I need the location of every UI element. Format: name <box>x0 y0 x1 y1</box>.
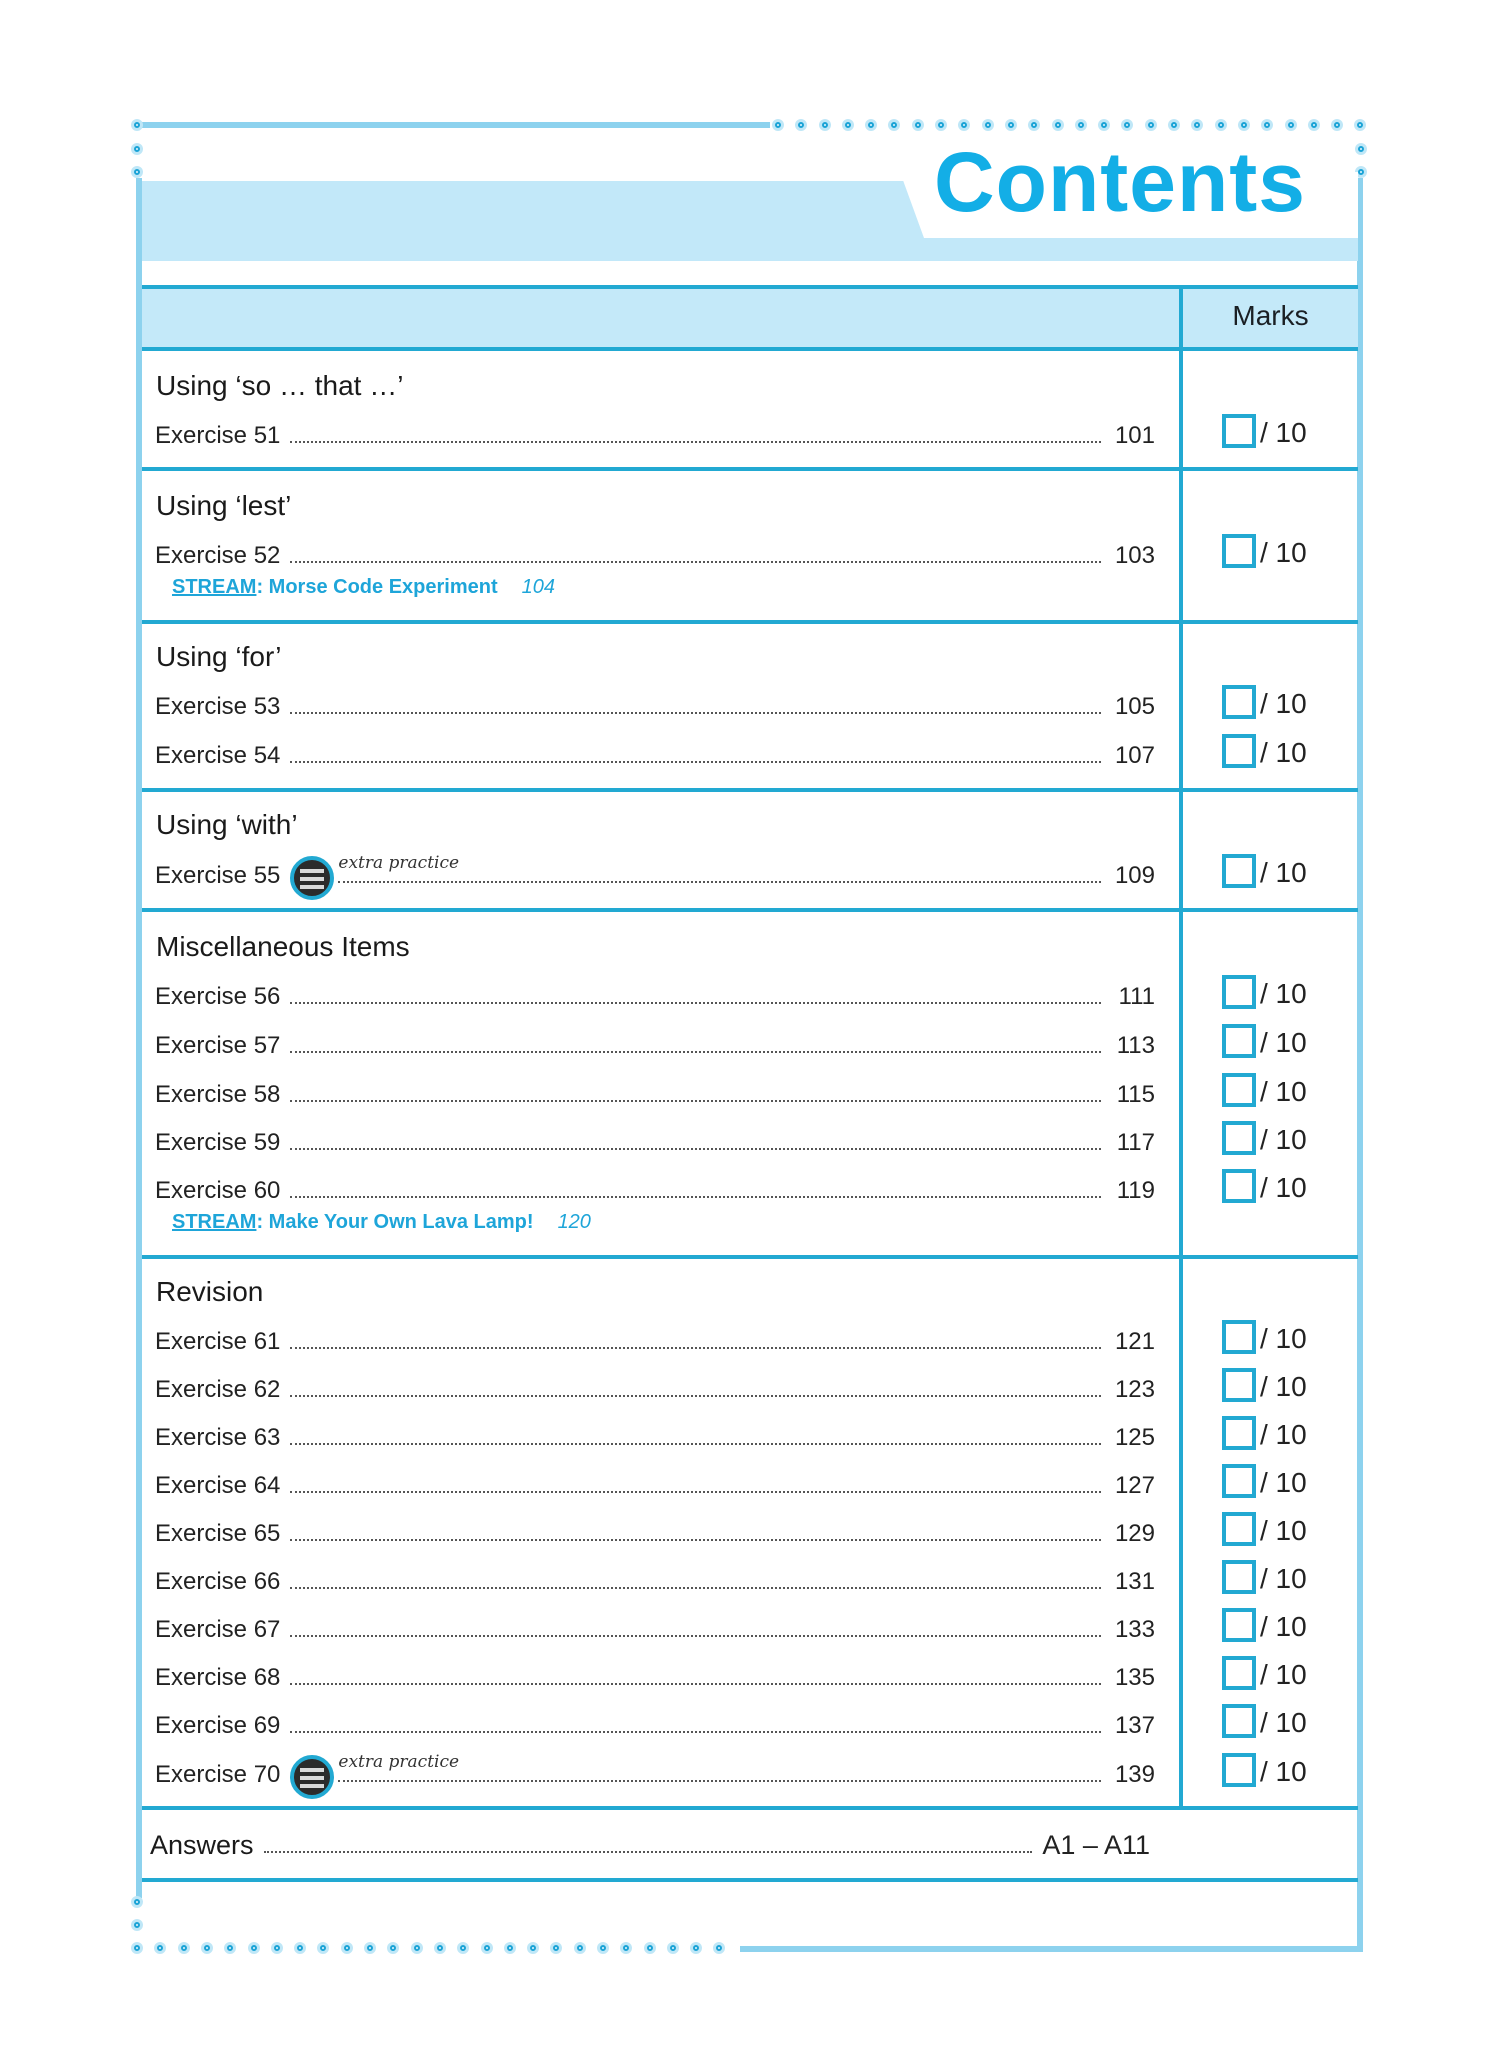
marks-entry <box>1222 412 1307 448</box>
border-dot <box>504 1942 516 1954</box>
marks-input-box[interactable] <box>1222 1024 1256 1058</box>
marks-input-box[interactable] <box>1222 854 1256 888</box>
bottom-border-line <box>740 1946 1363 1952</box>
border-dot <box>597 1942 609 1954</box>
stream-title: : Morse Code Experiment <box>256 576 498 598</box>
table-header <box>142 289 1358 349</box>
marks-input-box[interactable] <box>1222 685 1256 719</box>
border-dot <box>819 119 831 131</box>
exercise-row[interactable] <box>155 1752 1155 1789</box>
exercise-page: 121 <box>1114 1328 1155 1355</box>
border-dot <box>1238 119 1250 131</box>
marks-entry <box>1222 1606 1307 1642</box>
marks-input-box[interactable] <box>1222 734 1256 768</box>
marks-total: / 10 <box>1260 1076 1307 1107</box>
exercise-row[interactable] <box>155 979 1155 1011</box>
border-dot <box>294 1942 306 1954</box>
exercise-page: 113 <box>1116 1032 1155 1059</box>
dot-leader <box>290 1635 1101 1637</box>
exercise-page: 119 <box>1116 1177 1155 1204</box>
border-dot <box>131 119 143 131</box>
marks-column-divider <box>1179 285 1183 1810</box>
exercise-row[interactable] <box>155 853 1155 890</box>
marks-input-box[interactable] <box>1222 1368 1256 1402</box>
border-dot <box>1052 119 1064 131</box>
exercise-row[interactable] <box>155 1028 1155 1060</box>
marks-input-box[interactable] <box>1222 1121 1256 1155</box>
exercise-label: Exercise 53 <box>155 693 281 720</box>
border-dot <box>1028 119 1040 131</box>
extra-practice-icon <box>290 856 334 900</box>
exercise-row[interactable] <box>155 1420 1155 1452</box>
border-dot <box>131 1896 143 1908</box>
marks-entry <box>1222 732 1307 768</box>
border-dot <box>1121 119 1133 131</box>
marks-entry <box>1222 1751 1307 1787</box>
dot-leader <box>290 1196 1101 1198</box>
exercise-page: 135 <box>1114 1664 1155 1691</box>
border-dot <box>1098 119 1110 131</box>
border-dot <box>982 119 994 131</box>
exercise-page: 131 <box>1114 1568 1155 1595</box>
border-dot <box>1285 119 1297 131</box>
dot-leader <box>290 1443 1101 1445</box>
marks-total: / 10 <box>1260 1419 1307 1450</box>
exercise-page: 137 <box>1114 1712 1155 1739</box>
marks-total: / 10 <box>1260 1756 1307 1787</box>
border-dot <box>550 1942 562 1954</box>
dot-leader <box>290 1731 1101 1733</box>
marks-entry <box>1222 1654 1307 1690</box>
exercise-row[interactable] <box>155 1564 1155 1596</box>
marks-total: / 10 <box>1260 1371 1307 1402</box>
section-rule <box>142 788 1358 792</box>
exercise-row[interactable] <box>155 738 1155 770</box>
marks-entry <box>1222 1071 1307 1107</box>
dot-leader <box>290 712 1101 714</box>
border-dot <box>364 1942 376 1954</box>
exercise-page: 117 <box>1116 1129 1155 1156</box>
dot-leader <box>290 1148 1101 1150</box>
marks-entry <box>1222 1414 1307 1450</box>
dot-leader <box>264 1851 1033 1853</box>
border-dot <box>481 1942 493 1954</box>
exercise-page: 115 <box>1116 1081 1155 1108</box>
border-dot <box>842 119 854 131</box>
exercise-label: Exercise 69 <box>155 1712 281 1739</box>
border-dot <box>248 1942 260 1954</box>
exercise-row[interactable] <box>155 689 1155 721</box>
exercise-row[interactable] <box>155 418 1155 450</box>
border-dot <box>1145 119 1157 131</box>
marks-total: / 10 <box>1260 1515 1307 1546</box>
border-dot <box>341 1942 353 1954</box>
border-dot <box>1261 119 1273 131</box>
marks-total: / 10 <box>1260 537 1307 568</box>
border-dot <box>154 1942 166 1954</box>
dot-leader <box>290 561 1101 563</box>
dot-leader <box>290 1683 1101 1685</box>
exercise-page: 107 <box>1114 742 1155 769</box>
marks-input-box[interactable] <box>1222 414 1256 448</box>
exercise-row[interactable] <box>155 1468 1155 1500</box>
exercise-label: Exercise 52 <box>155 542 281 569</box>
border-dot <box>317 1942 329 1954</box>
marks-entry <box>1222 973 1307 1009</box>
exercise-row[interactable] <box>155 1372 1155 1404</box>
border-dot <box>865 119 877 131</box>
exercise-row[interactable] <box>155 1708 1155 1740</box>
border-dot <box>387 1942 399 1954</box>
border-dot <box>667 1942 679 1954</box>
stream-link-morse[interactable] <box>172 576 555 599</box>
left-border-line <box>136 178 142 1898</box>
dot-leader <box>290 1051 1101 1053</box>
exercise-row[interactable] <box>155 1660 1155 1692</box>
exercise-label: Exercise 58 <box>155 1081 281 1108</box>
stream-prefix: STREAM <box>172 1211 257 1233</box>
section-title: Miscellaneous Items <box>156 931 410 962</box>
border-dot <box>131 166 143 178</box>
marks-entry <box>1222 1167 1307 1203</box>
exercise-label: Exercise 56 <box>155 983 281 1010</box>
dot-leader <box>290 441 1101 443</box>
border-dot <box>1168 119 1180 131</box>
marks-entry <box>1222 1462 1307 1498</box>
extra-practice-label: extra practice <box>338 853 463 873</box>
exercise-row[interactable] <box>155 1077 1155 1109</box>
border-dot <box>713 1942 725 1954</box>
border-dot <box>958 119 970 131</box>
exercise-label: Exercise 61 <box>155 1328 281 1355</box>
marks-column-header: Marks <box>1232 300 1309 331</box>
border-dot <box>434 1942 446 1954</box>
extra-practice-icon <box>290 1755 334 1799</box>
marks-entry <box>1222 1119 1307 1155</box>
section-title: Revision <box>156 1276 264 1307</box>
marks-total: / 10 <box>1260 1172 1307 1203</box>
section-rule <box>142 1806 1358 1810</box>
table-top-rule <box>142 285 1358 289</box>
border-dot <box>690 1942 702 1954</box>
marks-total: / 10 <box>1260 1659 1307 1690</box>
top-border-line <box>140 122 770 128</box>
border-dot <box>457 1942 469 1954</box>
border-dot <box>1354 119 1366 131</box>
exercise-page: 139 <box>1114 1761 1155 1788</box>
exercise-page: 125 <box>1114 1424 1155 1451</box>
section-rule <box>142 467 1358 471</box>
marks-total: / 10 <box>1260 1707 1307 1738</box>
marks-entry <box>1222 1702 1307 1738</box>
marks-input-box[interactable] <box>1222 1753 1256 1787</box>
exercise-label: Exercise 63 <box>155 1424 281 1451</box>
border-dot <box>644 1942 656 1954</box>
answers-pages: A1 – A11 <box>1042 1830 1150 1860</box>
border-dot <box>131 143 143 155</box>
header-bottom-rule <box>142 347 1358 351</box>
dot-leader <box>290 1539 1101 1541</box>
marks-input-box[interactable] <box>1222 1073 1256 1107</box>
dot-leader <box>290 1347 1101 1349</box>
marks-entry <box>1222 683 1307 719</box>
dot-leader <box>338 1752 1101 1782</box>
border-dot <box>935 119 947 131</box>
exercise-page: 101 <box>1114 422 1155 449</box>
exercise-label: Exercise 62 <box>155 1376 281 1403</box>
stream-title: : Make Your Own Lava Lamp! <box>256 1211 534 1233</box>
exercise-row[interactable] <box>155 1324 1155 1356</box>
marks-total: / 10 <box>1260 978 1307 1009</box>
marks-entry <box>1222 1510 1307 1546</box>
marks-input-box[interactable] <box>1222 534 1256 568</box>
exercise-label: Exercise 54 <box>155 742 281 769</box>
marks-input-box[interactable] <box>1222 1464 1256 1498</box>
border-dot <box>1075 119 1087 131</box>
exercise-label: Exercise 51 <box>155 422 281 449</box>
page-title: Contents <box>934 135 1306 229</box>
border-dot <box>772 119 784 131</box>
marks-input-box[interactable] <box>1222 1608 1256 1642</box>
exercise-label: Exercise 59 <box>155 1129 281 1156</box>
marks-total: / 10 <box>1260 417 1307 448</box>
marks-input-box[interactable] <box>1222 1512 1256 1546</box>
exercise-page: 129 <box>1114 1520 1155 1547</box>
border-dot <box>271 1942 283 1954</box>
border-dot <box>912 119 924 131</box>
exercise-label: Exercise 57 <box>155 1032 281 1059</box>
border-dot <box>1355 143 1367 155</box>
exercise-page: 133 <box>1114 1616 1155 1643</box>
exercise-page: 103 <box>1114 542 1155 569</box>
border-dot <box>1005 119 1017 131</box>
answers-row[interactable] <box>150 1826 1150 1860</box>
marks-entry <box>1222 1366 1307 1402</box>
marks-input-box[interactable] <box>1222 1320 1256 1354</box>
exercise-row[interactable] <box>155 1516 1155 1548</box>
exercise-label: Exercise 64 <box>155 1472 281 1499</box>
exercise-label: Exercise 55 <box>155 862 281 889</box>
marks-entry <box>1222 852 1307 888</box>
exercise-page: 111 <box>1118 983 1155 1010</box>
answers-label: Answers <box>150 1830 254 1860</box>
dot-leader <box>290 1395 1101 1397</box>
stream-page: 104 <box>521 576 555 598</box>
exercise-label: Exercise 60 <box>155 1177 281 1204</box>
marks-total: / 10 <box>1260 1467 1307 1498</box>
right-border-line <box>1357 178 1363 1952</box>
border-dot <box>1331 119 1343 131</box>
section-rule <box>142 908 1358 912</box>
exercise-label: Exercise 67 <box>155 1616 281 1643</box>
marks-total: / 10 <box>1260 1611 1307 1642</box>
exercise-page: 105 <box>1114 693 1155 720</box>
border-dot <box>178 1942 190 1954</box>
dot-leader <box>290 1587 1101 1589</box>
border-dot <box>1191 119 1203 131</box>
border-dot <box>131 1942 143 1954</box>
marks-entry <box>1222 532 1307 568</box>
section-title: Using ‘so … that …’ <box>156 370 404 401</box>
border-dot <box>411 1942 423 1954</box>
border-dot <box>1215 119 1227 131</box>
exercise-row[interactable] <box>155 1612 1155 1644</box>
section-title: Using ‘lest’ <box>156 490 292 521</box>
section-title: Using ‘with’ <box>156 809 298 840</box>
marks-total: / 10 <box>1260 1124 1307 1155</box>
border-dot <box>224 1942 236 1954</box>
marks-total: / 10 <box>1260 737 1307 768</box>
exercise-row[interactable] <box>155 1125 1155 1157</box>
marks-total: / 10 <box>1260 1323 1307 1354</box>
exercise-label: Exercise 68 <box>155 1664 281 1691</box>
marks-entry <box>1222 1558 1307 1594</box>
marks-total: / 10 <box>1260 857 1307 888</box>
marks-input-box[interactable] <box>1222 1704 1256 1738</box>
marks-total: / 10 <box>1260 1563 1307 1594</box>
stream-page: 120 <box>557 1211 591 1233</box>
exercise-row[interactable] <box>155 1173 1155 1205</box>
marks-input-box[interactable] <box>1222 1416 1256 1450</box>
marks-input-box[interactable] <box>1222 1656 1256 1690</box>
dot-leader <box>290 1002 1101 1004</box>
dot-leader <box>290 1100 1101 1102</box>
marks-entry <box>1222 1318 1307 1354</box>
exercise-page: 127 <box>1114 1472 1155 1499</box>
marks-input-box[interactable] <box>1222 1560 1256 1594</box>
dot-leader <box>338 853 1101 883</box>
marks-total: / 10 <box>1260 688 1307 719</box>
border-dot <box>201 1942 213 1954</box>
answers-bottom-rule <box>142 1878 1358 1882</box>
dot-leader <box>290 1491 1101 1493</box>
exercise-page: 109 <box>1114 862 1155 889</box>
border-dot <box>574 1942 586 1954</box>
exercise-label: Exercise 65 <box>155 1520 281 1547</box>
exercise-row[interactable] <box>155 538 1155 570</box>
section-title: Using ‘for’ <box>156 641 282 672</box>
section-rule <box>142 620 1358 624</box>
dot-leader <box>290 761 1101 763</box>
exercise-label: Exercise 66 <box>155 1568 281 1595</box>
border-dot <box>1308 119 1320 131</box>
marks-input-box[interactable] <box>1222 975 1256 1009</box>
stream-link-lava-lamp[interactable] <box>172 1211 591 1234</box>
marks-entry <box>1222 1022 1307 1058</box>
marks-total: / 10 <box>1260 1027 1307 1058</box>
border-dot <box>888 119 900 131</box>
stream-prefix: STREAM <box>172 576 257 598</box>
border-dot <box>527 1942 539 1954</box>
marks-input-box[interactable] <box>1222 1169 1256 1203</box>
exercise-page: 123 <box>1114 1376 1155 1403</box>
border-dot <box>795 119 807 131</box>
exercise-label: Exercise 70 <box>155 1761 281 1788</box>
section-rule <box>142 1255 1358 1259</box>
extra-practice-label: extra practice <box>338 1752 463 1772</box>
border-dot <box>131 1919 143 1931</box>
border-dot <box>620 1942 632 1954</box>
